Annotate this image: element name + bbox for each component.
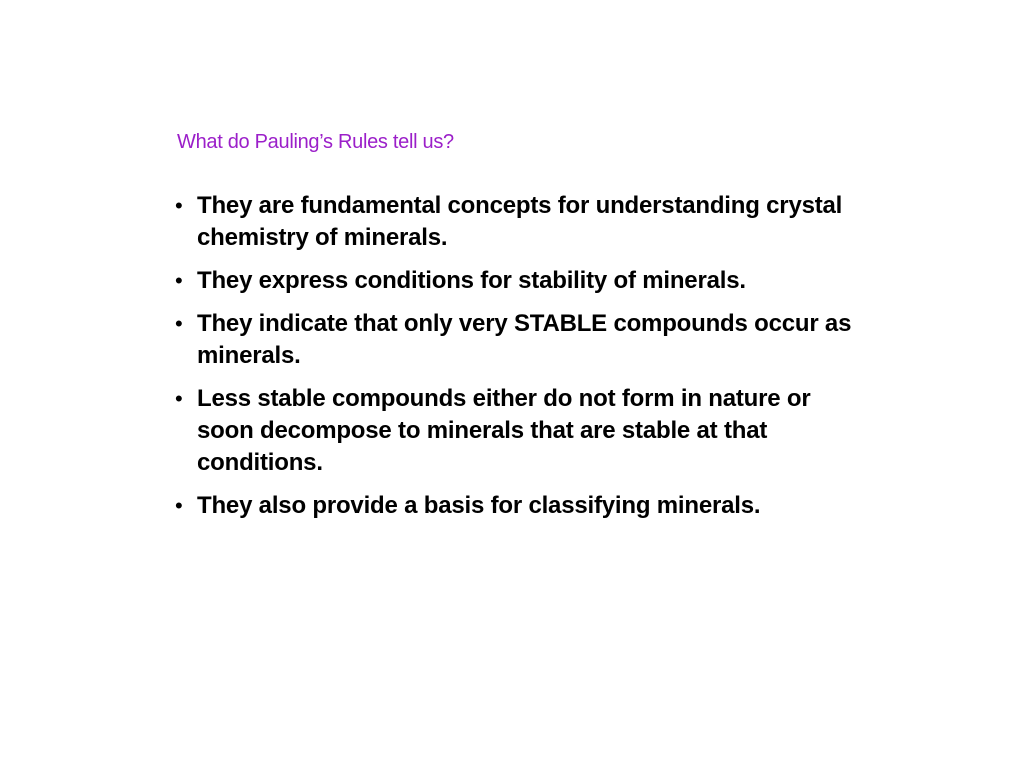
bullet-item xyxy=(175,265,855,297)
bullet-point-icon: • xyxy=(175,193,183,218)
bullet-point-icon: • xyxy=(175,268,183,293)
bullet-point-icon: • xyxy=(175,493,183,518)
slide-title: What do Pauling’s Rules tell us? xyxy=(177,131,454,153)
bullet-text: They are fundamental concepts for understanding crystal chemistry of minerals. xyxy=(197,192,843,251)
bullet-item xyxy=(175,490,855,522)
bullet-item xyxy=(175,383,855,479)
bullet-text: They also provide a basis for classifying minerals. xyxy=(197,492,761,519)
bullet-point-icon: • xyxy=(175,311,183,336)
bullet-item xyxy=(175,190,855,254)
bullet-text: They express conditions for stability of minerals. xyxy=(197,267,746,294)
bullet-text: Less stable compounds either do not form in nature or soon decompose to minerals that are stable at that conditions. xyxy=(197,385,811,476)
bullet-item xyxy=(175,308,855,372)
bullet-text: They indicate that only very STABLE compounds occur as minerals. xyxy=(197,310,852,369)
bullet-list xyxy=(175,190,855,533)
bullet-point-icon: • xyxy=(175,386,183,411)
